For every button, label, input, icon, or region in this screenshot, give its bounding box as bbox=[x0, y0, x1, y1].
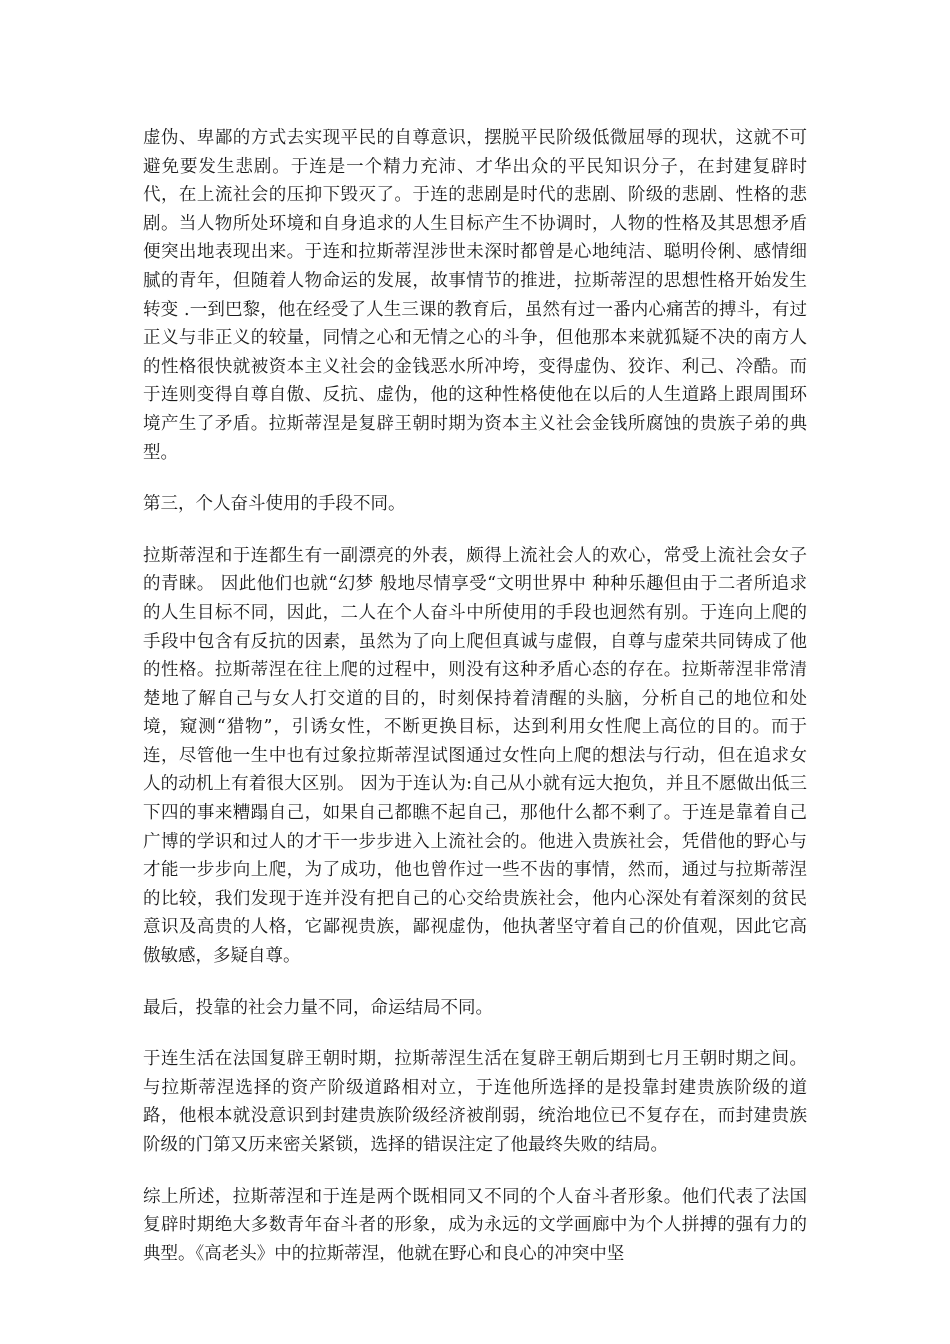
paragraph-means-of-struggle: 拉斯蒂涅和于连都生有一副漂亮的外表，颇得上流社会人的欢心，常受上流社会女子的青睐。 因此他们也就“幻梦 般地尽情享受“文明世界中 种种乐趣但由于二者所追求的人生目标不同，因此，二人在个人奋斗中所使用的手段也迥然有别。于连向上爬的手段中包含有反抗的因素，虽然为了向上爬但真诚与虚假，自尊与虚荣共同铸成了他的性格。拉斯蒂涅在往上爬的过程中，则没有这种矛盾心态的存在。拉斯蒂涅非常清楚地了解自己与女人打交道的目的，时刻保持着清醒的头脑，分析自己的地位和处境，窥测“猎物”，引诱女性，不断更换目标，达到利用女性爬上高位的目的。而于连，尽管他一生中也有过象拉斯蒂涅试图通过女性向上爬的想法与行动，但在追求女人的动机上有着很大区别。 因为于连认为:自己从小就有远大抱负，并且不愿做出低三下四的事来糟蹋自己，如果自己都瞧不起自己，那他什么都不剩了。于连是靠着自己广博的学识和过人的才干一步步进入上流社会的。他进入贵族社会，凭借他的野心与才能一步步向上爬，为了成功，他也曾作过一些不齿的事情，然而，通过与拉斯蒂涅的比较，我们发现于连并没有把自己的心交给贵族社会，他内心深处有着深刻的贫民意识及高贵的人格，它鄙视贵族，鄙视虚伪，他执著坚守着自己的价值观，因此它高傲敏感，多疑自尊。 bbox=[143, 545, 807, 967]
paragraph-conclusion: 综上所述，拉斯蒂涅和于连是两个既相同又不同的个人奋斗者形象。他们代表了法国复辟时期绝大多数青年奋斗者的形象，成为永远的文学画廊中为个人拼搏的强有力的典型。《高老头》中的拉斯蒂涅，他就在野心和良心的冲突中坚 bbox=[143, 1186, 807, 1264]
section-heading-finally: 最后，投靠的社会力量不同，命运结局不同。 bbox=[143, 997, 493, 1018]
section-heading-third: 第三，个人奋斗使用的手段不同。 bbox=[143, 494, 406, 515]
paragraph-social-forces: 于连生活在法国复辟王朝时期，拉斯蒂涅生活在复辟王朝后期到七月王朝时期之间。与拉斯蒂涅选择的资产阶级道路相对立，于连他所选择的是投靠封建贵族阶级的道路，他根本就没意识到封建贵族阶级经济被削弱，统治地位已不复存在，而封建贵族阶级的门第又历来密关紧锁，选择的错误注定了他最终失败的结局。 bbox=[143, 1049, 807, 1155]
paragraph-rastignac-julien-tragedy: 虚伪、卑鄙的方式去实现平民的自尊意识，摆脱平民阶级低微屈辱的现状，这就不可避免要发生悲剧。于连是一个精力充沛、才华出众的平民知识分子，在封建复辟时代，在上流社会的压抑下毁灭了。于连的悲剧是时代的悲剧、阶级的悲剧、性格的悲剧。当人物所处环境和自身追求的人生目标产生不协调时，人物的性格及其思想矛盾便突出地表现出来。于连和拉斯蒂涅涉世未深时都曾是心地纯洁、聪明伶俐、感情细腻的青年，但随着人物命运的发展，故事情节的推进，拉斯蒂涅的思想性格开始发生转变 .一到巴黎，他在经受了人生三课的教育后，虽然有过一番内心痛苦的搏斗，有过正义与非正义的较量，同情之心和无情之心的斗争，但他那本来就狐疑不决的南方人的性格很快就被资本主义社会的金钱恶水所冲垮，变得虚伪、狡诈、利己、冷酷。而于连则变得自尊自傲、反抗、虚伪，他的这种性格使他在以后的人生道路上跟周围环境产生了矛盾。拉斯蒂涅是复辟王朝时期为资本主义社会金钱所腐蚀的贵族子弟的典型。 bbox=[143, 128, 807, 463]
document-body bbox=[143, 124, 807, 1291]
